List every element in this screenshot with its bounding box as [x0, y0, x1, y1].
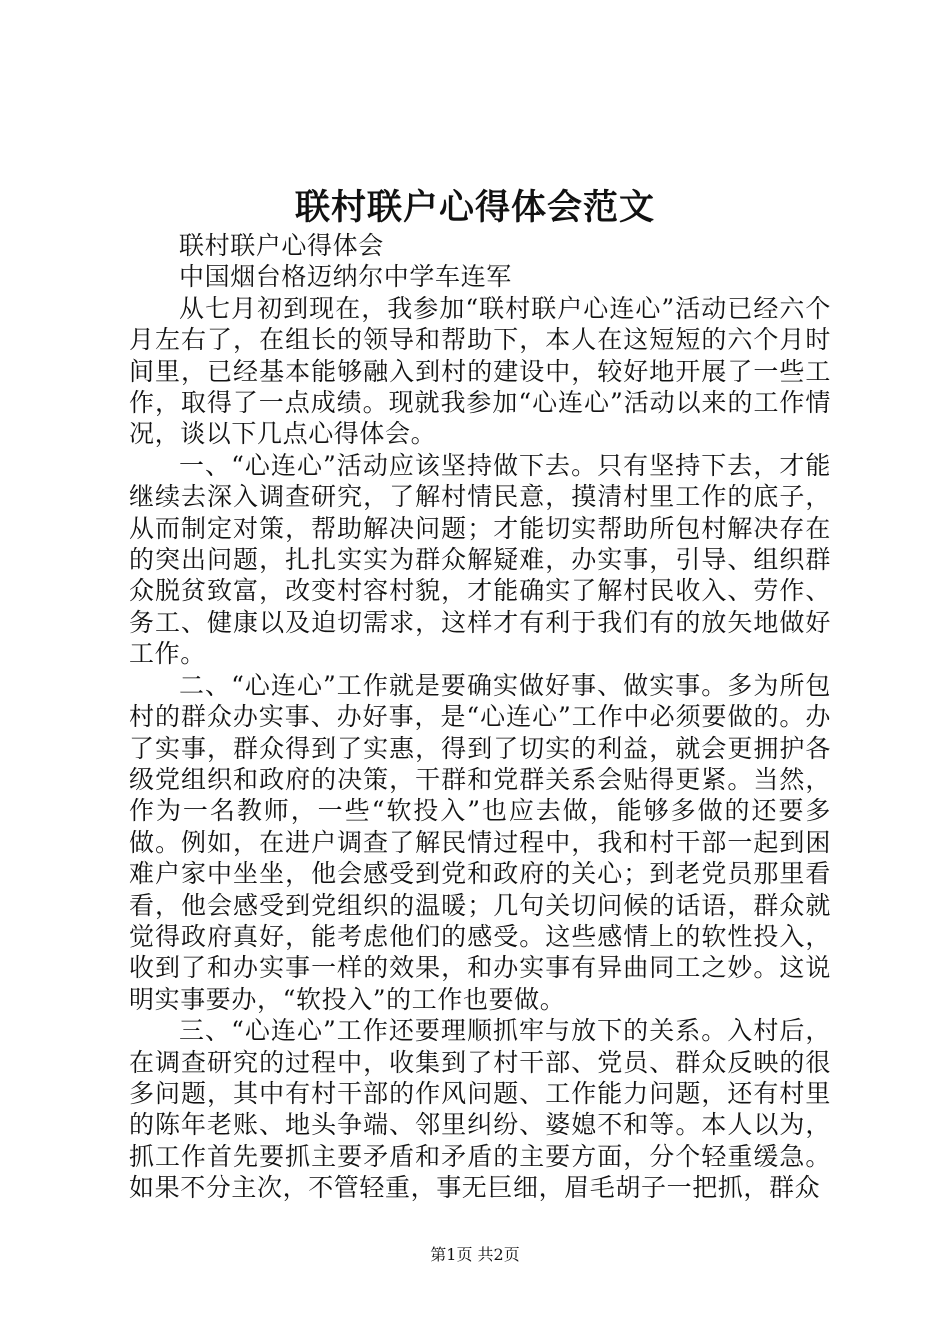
- page-footer: 第1页 共2页: [430, 1245, 520, 1264]
- subtitle-paragraph: 联村联户心得体会: [179, 231, 384, 260]
- author-line: 中国烟台格迈纳尔中学车连军: [179, 262, 512, 292]
- document-title: 联村联户心得体会范文: [294, 187, 655, 228]
- point-one-paragraph: 一、“心连心”活动应该坚持做下去。只有坚持下去，才能继续去深入调查研究，了解村情民意，摸清村里工作的底子，从而制定对策，帮助解决问题；才能切实帮助所包村解决存在的突出问题，扎扎实实为群众解疑难，办实事，引导、组织群众脱贫致富，改变村容村貌，才能确实了解村民收入、劳作、务工、健康以及迫切需求，这样才有利于我们有的放矢地做好工作。: [129, 450, 831, 669]
- point-three-paragraph: 三、“心连心”工作还要理顺抓牢与放下的关系。入村后，在调查研究的过程中，收集到了村干部、党员、群众反映的很多问题，其中有村干部的作风问题、工作能力问题，还有村里的陈年老账、地头争端、邻里纠纷、婆媳不和等。本人以为，抓工作首先要抓主要矛盾和矛盾的主要方面，分个轻重缓急。如果不分主次，不管轻重，事无巨细，眉毛胡子一把抓，群众: [129, 1016, 831, 1203]
- document-body: [129, 230, 831, 1204]
- point-two-paragraph: 二、“心连心”工作就是要确实做好事、做实事。多为所包村的群众办实事、办好事，是“心连心”工作中必须要做的。办了实事，群众得到了实惠，得到了切实的利益，就会更拥护各级党组织和政府的决策，干群和党群关系会贴得更紧。当然，作为一名教师，一些“软投入”也应去做，能够多做的还要多做。例如，在进户调查了解民情过程中，我和村干部一起到困难户家中坐坐，他会感受到党和政府的关心；到老党员那里看看，他会感受到党组织的温暖；几句关切问候的话语，群众就觉得政府真好，能考虑他们的感受。这些感情上的软性投入，收到了和办实事一样的效果，和办实事有异曲同工之妙。这说明实事要办，“软投入”的工作也要做。: [129, 670, 831, 1014]
- intro-paragraph: 从七月初到现在，我参加“联村联户心连心”活动已经六个月左右了，在组长的领导和帮助下，本人在这短短的六个月时间里，已经基本能够融入到村的建设中，较好地开展了一些工作，取得了一点成绩。现就我参加“心连心”活动以来的工作情况，谈以下几点心得体会。: [129, 293, 831, 449]
